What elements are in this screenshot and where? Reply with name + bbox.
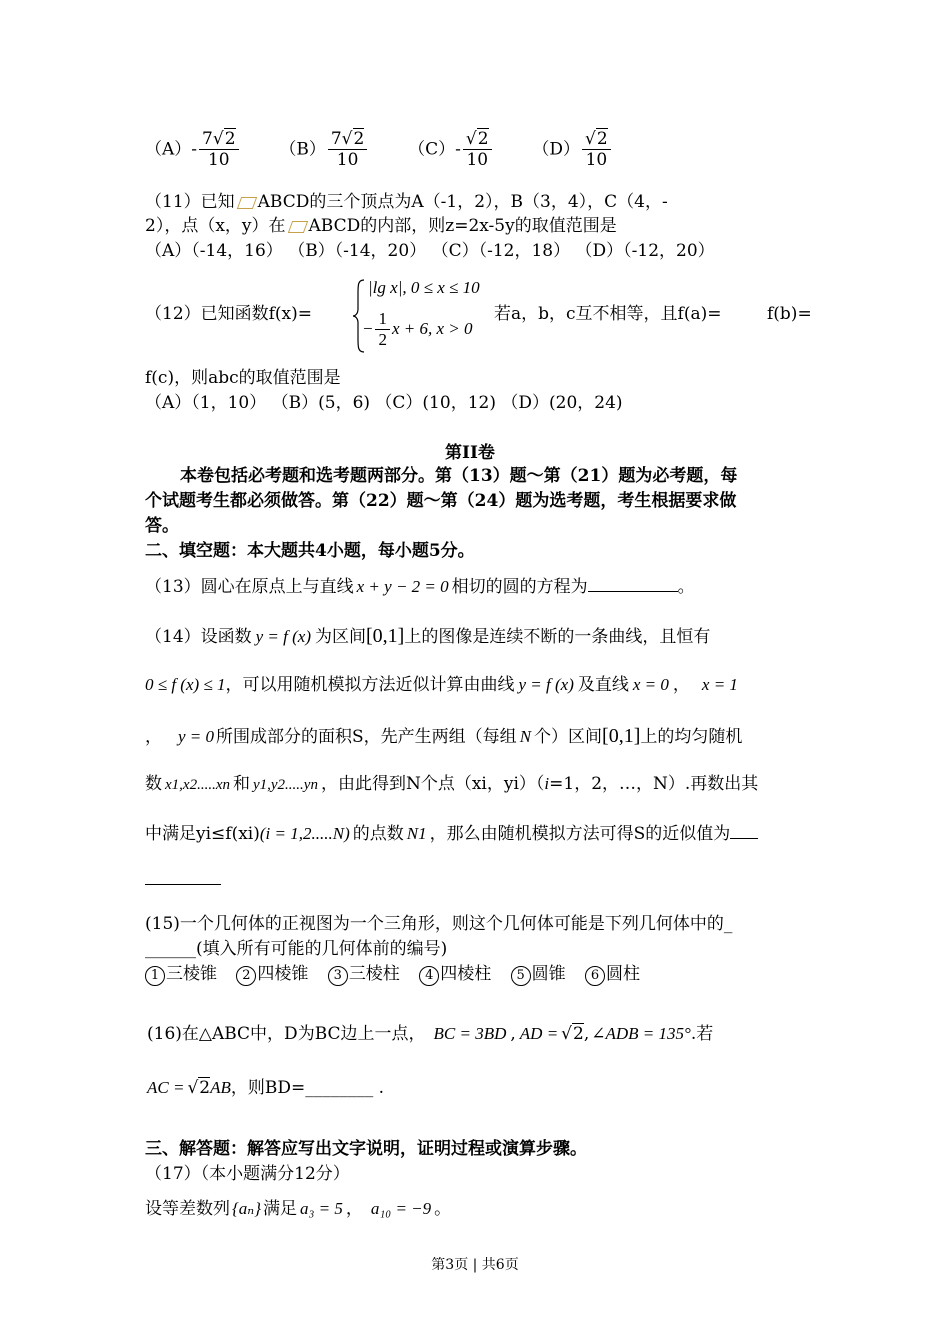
q14-n: N [519, 727, 532, 746]
q16-line2 [147, 1078, 384, 1098]
q16-text-end: .若 [690, 1024, 714, 1044]
q12-tail2: f(b)= [767, 304, 812, 324]
q10-c-fraction [463, 130, 492, 170]
q10-option-b-label: （B） [279, 139, 326, 160]
q10-c-sign: - [455, 139, 461, 160]
q14-line3 [145, 724, 742, 748]
q15-item-name: 圆柱 [606, 964, 641, 984]
q10-a-sign: - [191, 139, 198, 160]
section2-intro2: 个试题考生都必须做答。第（22）题～第（24）题为选考题，考生根据要求做 [145, 491, 737, 511]
q15-items [145, 964, 640, 986]
q14-line5 [145, 824, 758, 844]
q12-piece2-sign: − [362, 318, 374, 338]
sqrt-symbol: √2 [561, 1024, 584, 1044]
q14-func-2: y = f (x) [518, 675, 574, 694]
sqrt-symbol: √2 [465, 129, 489, 149]
q14-y-sequence: y1,y2.....yn [252, 777, 318, 793]
q14-n1: N1 [406, 824, 427, 843]
q15-item-name: 圆锥 [531, 964, 566, 984]
q11-text-a: （11）已知 [145, 192, 235, 212]
section3-heading: 三、解答题：解答应写出文字说明，证明过程或演算步骤。 [145, 1139, 587, 1159]
q17-text-a: 设等差数列 [145, 1199, 230, 1219]
q15-item [145, 964, 217, 984]
q14-x1: x = 1 [701, 675, 738, 694]
q12-line2: f(c)，则abc的取值范围是 [145, 368, 341, 388]
q14-text-i: 数 [145, 774, 162, 794]
circled-number: 1 [145, 966, 165, 986]
q11-text-b: ABCD的三个顶点为A（-1，2），B（3，4），C（4，- [257, 192, 668, 212]
q10-a-coef: 7 [202, 129, 213, 149]
q17-title: （17）（本小题满分12分） [145, 1164, 350, 1184]
q14-blank-continued [145, 866, 221, 890]
circled-number: 3 [328, 966, 348, 986]
q12-options: （A）（1，10） （B）(5，6) （C）(10，12) （D）(20，24) [145, 393, 623, 413]
circled-number: 5 [511, 966, 531, 986]
q17-text-b: 满足 [263, 1199, 297, 1219]
q12-piece2 [362, 310, 473, 350]
radicand: 2 [224, 129, 236, 149]
q14-text-b: 为区间 [315, 627, 366, 647]
q13-equation: x + y − 2 = 0 [356, 577, 449, 596]
q17-end: 。 [434, 1199, 452, 1219]
q10-c-den: 10 [466, 149, 489, 170]
q13-answer-blank [588, 591, 678, 592]
circled-number: 4 [419, 966, 439, 986]
q17-a10: a₁₀ = −9 [370, 1199, 432, 1218]
q16-text-b: ，则BD=________ . [230, 1078, 385, 1098]
q14-y0: y = 0 [178, 727, 215, 746]
q17-a3: a₃ = 5 [300, 1199, 343, 1218]
section2-heading: 二、填空题：本大题共4小题，每小题5分。 [145, 541, 475, 561]
q16-ac-eq: AC = [147, 1078, 185, 1097]
q14-text-a: （14）设函数 [145, 627, 252, 647]
q10-a-fraction [199, 130, 239, 170]
q14-text-g: 个）区间 [534, 727, 603, 747]
q14-text-e: 及直线 [577, 675, 629, 695]
q14-x-sequence: x1,x2.....xn [165, 777, 230, 793]
q10-option-a-label: （A） [145, 139, 192, 160]
q15-item-name: 四棱柱 [440, 964, 492, 984]
q17-line [145, 1199, 451, 1219]
q11-line2 [145, 216, 617, 236]
q12-half-den: 2 [378, 329, 387, 349]
q12-half-num: 1 [375, 310, 390, 330]
q14-text-k: ，由此得到N个点（xi，yi）（ [320, 774, 545, 794]
q14-interval-2: [0,1] [602, 725, 641, 747]
q15-item [585, 964, 640, 984]
q13-suffix: 相切的圆的方程为 [451, 577, 588, 597]
q11-line1 [145, 192, 668, 212]
q12-piece2-rest: x + 6, x > 0 [391, 318, 473, 338]
q14-index-i: i [544, 774, 550, 793]
q14-text-h: 上的均匀随机 [640, 727, 743, 747]
q14-text-c: 上的图像是连续不断的一条曲线，且恒有 [404, 627, 711, 647]
q10-options [145, 130, 613, 170]
q15-line2: ______(填入所有可能的几何体前的编号) [145, 939, 448, 959]
q14-x0: x = 0 [632, 675, 669, 694]
q14-text-j: 和 [232, 774, 250, 794]
q15-item-name: 三棱锥 [166, 964, 217, 984]
q14-text-o: ，那么由随机模拟方法可得S的近似值为 [429, 824, 731, 844]
q10-d-den: 10 [585, 149, 608, 170]
sqrt-symbol: √2 [212, 129, 236, 149]
sqrt-symbol: √2 [187, 1078, 211, 1098]
q16-ad-eq: AD = [519, 1024, 559, 1043]
q10-a-den: 10 [207, 149, 230, 170]
q15-item [419, 964, 491, 984]
q14-answer-blank [730, 838, 758, 839]
q15-item-name: 三棱柱 [348, 964, 400, 984]
q14-text-f: 所围成部分的面积S，先产生两组（每组 [216, 727, 517, 747]
q12-tail1: 若a，b，c互不相等，且f(a)= [494, 304, 722, 324]
q13-prefix: （13）圆心在原点上与直线 [145, 577, 354, 597]
radicand: 2 [353, 129, 365, 149]
q12-piece1: |lg x|, 0 ≤ x ≤ 10 [368, 278, 480, 297]
q15-item [511, 964, 566, 984]
radicand: 2 [477, 129, 489, 149]
q10-option-c-label: （C） [408, 139, 456, 160]
q14-line2 [145, 675, 738, 695]
q13 [145, 577, 695, 597]
q14-text-l: =1，2，…，N）.再数出其 [549, 774, 759, 794]
page-footer: 第3页 | 共6页 [431, 1257, 519, 1273]
q11-text-d: ABCD的内部，则z=2x-5y的取值范围是 [308, 216, 617, 236]
circled-number: 6 [585, 966, 605, 986]
section2-intro3: 答。 [145, 516, 179, 536]
q14-text-m: 中满足yi≤f(xi) [145, 824, 260, 844]
q14-line4 [145, 774, 758, 794]
q14-inequality: 0 ≤ f (x) ≤ 1 [145, 675, 226, 694]
q14-index-range: (i = 1,2.....N) [259, 824, 350, 843]
section2-title: 第II卷 [445, 443, 495, 463]
q10-b-den: 10 [336, 149, 359, 170]
radicand: 2 [596, 129, 608, 149]
q10-b-coef: 7 [330, 129, 342, 149]
parallelogram-icon [287, 221, 307, 233]
radicand: 2 [199, 1078, 211, 1098]
q15-item-name: 四棱锥 [257, 964, 309, 984]
q14-text-n: 的点数 [352, 824, 404, 844]
q10-option-d-label: （D） [532, 139, 581, 160]
q14-func: y = f (x) [255, 627, 311, 646]
q12-half-fraction [375, 310, 390, 350]
q12-lead: （12）已知函数f(x)= [145, 304, 313, 324]
q14-answer-blank-2 [145, 866, 221, 885]
q15-item [328, 964, 400, 984]
q14-comma-2: ， [145, 727, 162, 747]
q14-interval: [0,1] [366, 625, 405, 647]
q14-line1 [145, 624, 710, 648]
q16-line1: (16)在△ABC中，D为BC边上一点， BC = 3BD , AD = √2, ∠ADB = 135°.若 [147, 1024, 714, 1044]
q10-b-fraction [328, 130, 368, 170]
circled-number: 2 [236, 966, 256, 986]
radicand: 2 [573, 1024, 584, 1044]
parallelogram-icon [236, 197, 256, 209]
q11-options: （A）（-14，16） （B）（-14，20） （C）（-12，18） （D）（-12，20） [145, 241, 715, 261]
q14-text-d: ，可以用随机模拟方法近似计算由曲线 [225, 675, 515, 695]
q17-sequence: {aₙ} [232, 1199, 261, 1218]
sqrt-symbol: √2 [341, 129, 365, 149]
q14-comma: ， [672, 675, 690, 695]
q11-text-c: 2），点（x，y）在 [145, 216, 286, 236]
q15-line1: (15)一个几何体的正视图为一个三角形，则这个几何体可能是下列几何体中的_ [145, 914, 733, 934]
q17-comma: ， [345, 1199, 363, 1219]
sqrt-symbol: √2 [585, 129, 608, 149]
q16-angle-eq: ∠ADB = 135° [591, 1024, 691, 1043]
q10-d-fraction [582, 130, 611, 170]
q16-bc-eq: BC = 3BD [433, 1024, 507, 1043]
q16-text-a: (16)在△ABC中，D为BC边上一点， [147, 1024, 426, 1044]
q13-end: 。 [677, 577, 695, 597]
section2-intro1: 本卷包括必考题和选考题两部分。第（13）题～第（21）题为必考题，每 [180, 466, 738, 486]
q16-ab: AB [210, 1078, 231, 1097]
q15-item [236, 964, 308, 984]
